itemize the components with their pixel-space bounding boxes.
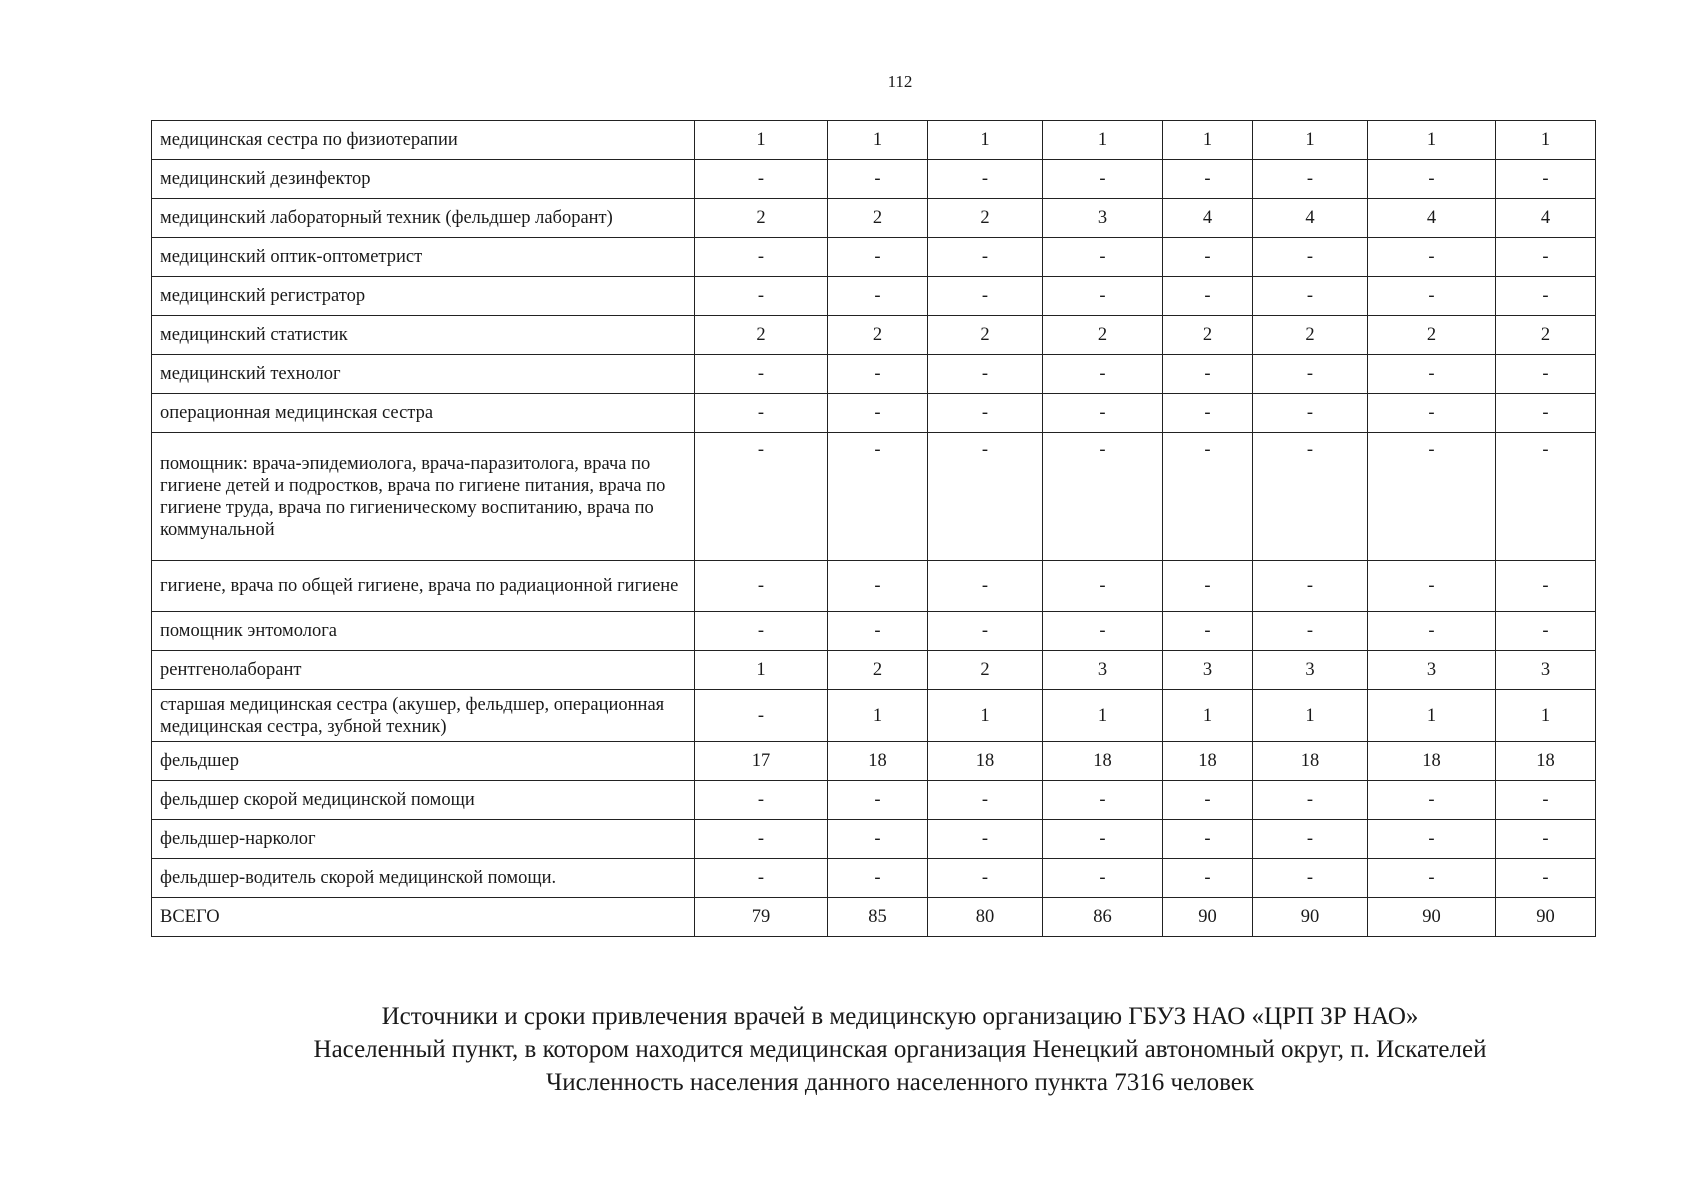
cell-value: 85 xyxy=(828,898,928,937)
cell-value: 1 xyxy=(1496,121,1596,160)
cell-value: 2 xyxy=(1368,316,1496,355)
cell-value: - xyxy=(1163,160,1253,199)
row-label: медицинский оптик-оптометрист xyxy=(152,238,695,277)
row-label: операционная медицинская сестра xyxy=(152,394,695,433)
cell-value: - xyxy=(1253,781,1368,820)
cell-value: 3 xyxy=(1253,651,1368,690)
cell-value: - xyxy=(1043,433,1163,561)
table-row xyxy=(152,277,1596,316)
cell-value: 79 xyxy=(695,898,828,937)
row-label: фельдшер xyxy=(152,742,695,781)
cell-value: - xyxy=(695,238,828,277)
cell-value: 2 xyxy=(928,199,1043,238)
cell-value: - xyxy=(1163,355,1253,394)
cell-value: - xyxy=(1368,238,1496,277)
cell-value: 2 xyxy=(1496,316,1596,355)
cell-value: 18 xyxy=(1496,742,1596,781)
row-label: фельдшер-водитель скорой медицинской помощи. xyxy=(152,859,695,898)
cell-value: - xyxy=(1496,561,1596,612)
cell-value: 1 xyxy=(928,121,1043,160)
row-label: ВСЕГО xyxy=(152,898,695,937)
cell-value: 4 xyxy=(1368,199,1496,238)
cell-value: 2 xyxy=(828,651,928,690)
heading-line-sources: Источники и сроки привлечения врачей в медицинскую организацию ГБУЗ НАО «ЦРП ЗР НАО» xyxy=(381,1003,1419,1030)
table-row xyxy=(152,561,1596,612)
cell-value: - xyxy=(828,277,928,316)
cell-value: - xyxy=(1368,820,1496,859)
row-label: гигиене, врача по общей гигиене, врача по радиационной гигиене xyxy=(152,561,695,612)
cell-value: - xyxy=(1163,612,1253,651)
cell-value: - xyxy=(1496,355,1596,394)
cell-value: 4 xyxy=(1253,199,1368,238)
table-row xyxy=(152,781,1596,820)
cell-value: - xyxy=(928,238,1043,277)
section-heading xyxy=(0,1000,1698,1099)
cell-value: - xyxy=(695,820,828,859)
cell-value: - xyxy=(1163,781,1253,820)
cell-value: - xyxy=(828,859,928,898)
row-label: медицинская сестра по физиотерапии xyxy=(152,121,695,160)
cell-value: 3 xyxy=(1043,199,1163,238)
cell-value: 1 xyxy=(1496,690,1596,742)
row-label: помощник энтомолога xyxy=(152,612,695,651)
table-row xyxy=(152,898,1596,937)
table-row xyxy=(152,199,1596,238)
table-row xyxy=(152,355,1596,394)
cell-value: - xyxy=(928,820,1043,859)
cell-value: - xyxy=(695,160,828,199)
cell-value: - xyxy=(1253,433,1368,561)
cell-value: 2 xyxy=(828,316,928,355)
cell-value: 1 xyxy=(1368,690,1496,742)
cell-value: - xyxy=(928,781,1043,820)
cell-value: 1 xyxy=(828,690,928,742)
cell-value: 1 xyxy=(695,651,828,690)
row-label: рентгенолаборант xyxy=(152,651,695,690)
table-row xyxy=(152,742,1596,781)
cell-value: 4 xyxy=(1496,199,1596,238)
cell-value: - xyxy=(828,394,928,433)
cell-value: - xyxy=(828,238,928,277)
cell-value: - xyxy=(828,781,928,820)
cell-value: - xyxy=(1368,561,1496,612)
heading-line-settlement: Населенный пункт, в котором находится медицинская организация Ненецкий автономный округ, п. Искателей xyxy=(313,1036,1487,1063)
cell-value: 2 xyxy=(1253,316,1368,355)
cell-value: 3 xyxy=(1368,651,1496,690)
table-row xyxy=(152,651,1596,690)
cell-value: - xyxy=(1163,561,1253,612)
table-row xyxy=(152,820,1596,859)
cell-value: - xyxy=(1043,612,1163,651)
cell-value: - xyxy=(1163,238,1253,277)
cell-value: - xyxy=(1043,238,1163,277)
cell-value: 1 xyxy=(1043,121,1163,160)
cell-value: - xyxy=(1368,859,1496,898)
cell-value: - xyxy=(695,612,828,651)
cell-value: 1 xyxy=(1043,690,1163,742)
cell-value: - xyxy=(1043,277,1163,316)
cell-value: - xyxy=(695,433,828,561)
cell-value: - xyxy=(928,612,1043,651)
heading-line-population: Численность населения данного населенного пункта 7316 человек xyxy=(546,1069,1254,1096)
cell-value: - xyxy=(1163,277,1253,316)
cell-value: 18 xyxy=(828,742,928,781)
cell-value: - xyxy=(1163,820,1253,859)
row-label: медицинский лабораторный техник (фельдшер лаборант) xyxy=(152,199,695,238)
cell-value: 18 xyxy=(928,742,1043,781)
cell-value: - xyxy=(1163,859,1253,898)
cell-value: 17 xyxy=(695,742,828,781)
table-row xyxy=(152,394,1596,433)
table-row xyxy=(152,433,1596,561)
cell-value: 4 xyxy=(1163,199,1253,238)
cell-value: - xyxy=(695,561,828,612)
cell-value: - xyxy=(1253,277,1368,316)
cell-value: - xyxy=(1043,160,1163,199)
cell-value: 90 xyxy=(1253,898,1368,937)
cell-value: - xyxy=(928,433,1043,561)
cell-value: - xyxy=(1253,238,1368,277)
cell-value: - xyxy=(695,394,828,433)
cell-value: 2 xyxy=(828,199,928,238)
cell-value: 18 xyxy=(1253,742,1368,781)
cell-value: - xyxy=(928,394,1043,433)
cell-value: - xyxy=(1496,238,1596,277)
cell-value: - xyxy=(1043,561,1163,612)
row-label: медицинский дезинфектор xyxy=(152,160,695,199)
cell-value: - xyxy=(695,781,828,820)
cell-value: - xyxy=(1368,355,1496,394)
cell-value: 2 xyxy=(1043,316,1163,355)
table-row xyxy=(152,859,1596,898)
cell-value: 1 xyxy=(1253,690,1368,742)
cell-value: 1 xyxy=(1368,121,1496,160)
cell-value: - xyxy=(828,612,928,651)
cell-value: - xyxy=(1496,394,1596,433)
cell-value: - xyxy=(828,820,928,859)
cell-value: - xyxy=(928,277,1043,316)
cell-value: - xyxy=(1043,820,1163,859)
cell-value: - xyxy=(1496,433,1596,561)
cell-value: 1 xyxy=(828,121,928,160)
cell-value: - xyxy=(695,355,828,394)
cell-value: 18 xyxy=(1043,742,1163,781)
cell-value: - xyxy=(695,690,828,742)
cell-value: 90 xyxy=(1163,898,1253,937)
cell-value: 1 xyxy=(1163,690,1253,742)
table-row xyxy=(152,612,1596,651)
cell-value: 1 xyxy=(1253,121,1368,160)
cell-value: 3 xyxy=(1496,651,1596,690)
row-label: старшая медицинская сестра (акушер, фельдшер, операционная медицинская сестра, зубной техник) xyxy=(152,690,695,742)
cell-value: - xyxy=(1496,859,1596,898)
row-label: медицинский технолог xyxy=(152,355,695,394)
cell-value: 3 xyxy=(1043,651,1163,690)
cell-value: 86 xyxy=(1043,898,1163,937)
cell-value: - xyxy=(1253,160,1368,199)
table-row xyxy=(152,160,1596,199)
cell-value: - xyxy=(1368,612,1496,651)
cell-value: - xyxy=(828,561,928,612)
cell-value: - xyxy=(928,355,1043,394)
cell-value: 2 xyxy=(928,651,1043,690)
cell-value: 3 xyxy=(1163,651,1253,690)
cell-value: - xyxy=(1496,277,1596,316)
cell-value: 1 xyxy=(695,121,828,160)
cell-value: - xyxy=(1253,612,1368,651)
cell-value: - xyxy=(1368,781,1496,820)
cell-value: - xyxy=(828,160,928,199)
cell-value: 1 xyxy=(928,690,1043,742)
cell-value: - xyxy=(1253,355,1368,394)
cell-value: 90 xyxy=(1496,898,1596,937)
cell-value: - xyxy=(1496,781,1596,820)
cell-value: - xyxy=(695,277,828,316)
page-number: 112 xyxy=(887,72,913,91)
staffing-table xyxy=(151,120,1596,937)
cell-value: - xyxy=(1163,433,1253,561)
cell-value: - xyxy=(1368,433,1496,561)
cell-value: - xyxy=(695,859,828,898)
cell-value: 1 xyxy=(1163,121,1253,160)
row-label: помощник: врача-эпидемиолога, врача-паразитолога, врача по гигиене детей и подростков, врача по гигиене питания, врача по гигиене труда, врача по гигиеническому воспитанию, врача по коммунальной xyxy=(152,433,695,561)
cell-value: - xyxy=(1043,859,1163,898)
cell-value: - xyxy=(1043,394,1163,433)
cell-value: - xyxy=(928,561,1043,612)
cell-value: 18 xyxy=(1163,742,1253,781)
cell-value: 2 xyxy=(1163,316,1253,355)
row-label: фельдшер-нарколог xyxy=(152,820,695,859)
cell-value: - xyxy=(1496,160,1596,199)
cell-value: - xyxy=(1163,394,1253,433)
cell-value: - xyxy=(1253,859,1368,898)
cell-value: 2 xyxy=(695,199,828,238)
cell-value: - xyxy=(1043,781,1163,820)
cell-value: - xyxy=(928,859,1043,898)
cell-value: - xyxy=(828,355,928,394)
cell-value: - xyxy=(1253,394,1368,433)
cell-value: 2 xyxy=(695,316,828,355)
cell-value: - xyxy=(1368,160,1496,199)
cell-value: - xyxy=(1253,561,1368,612)
row-label: фельдшер скорой медицинской помощи xyxy=(152,781,695,820)
cell-value: - xyxy=(828,433,928,561)
cell-value: - xyxy=(1496,820,1596,859)
table-row xyxy=(152,316,1596,355)
cell-value: 90 xyxy=(1368,898,1496,937)
cell-value: 80 xyxy=(928,898,1043,937)
cell-value: - xyxy=(1043,355,1163,394)
cell-value: - xyxy=(928,160,1043,199)
cell-value: 18 xyxy=(1368,742,1496,781)
cell-value: - xyxy=(1368,277,1496,316)
row-label: медицинский регистратор xyxy=(152,277,695,316)
cell-value: 2 xyxy=(928,316,1043,355)
row-label: медицинский статистик xyxy=(152,316,695,355)
table-body xyxy=(152,121,1596,937)
cell-value: - xyxy=(1368,394,1496,433)
cell-value: - xyxy=(1496,612,1596,651)
table-row xyxy=(152,690,1596,742)
table-row xyxy=(152,238,1596,277)
table-row xyxy=(152,121,1596,160)
cell-value: - xyxy=(1253,820,1368,859)
